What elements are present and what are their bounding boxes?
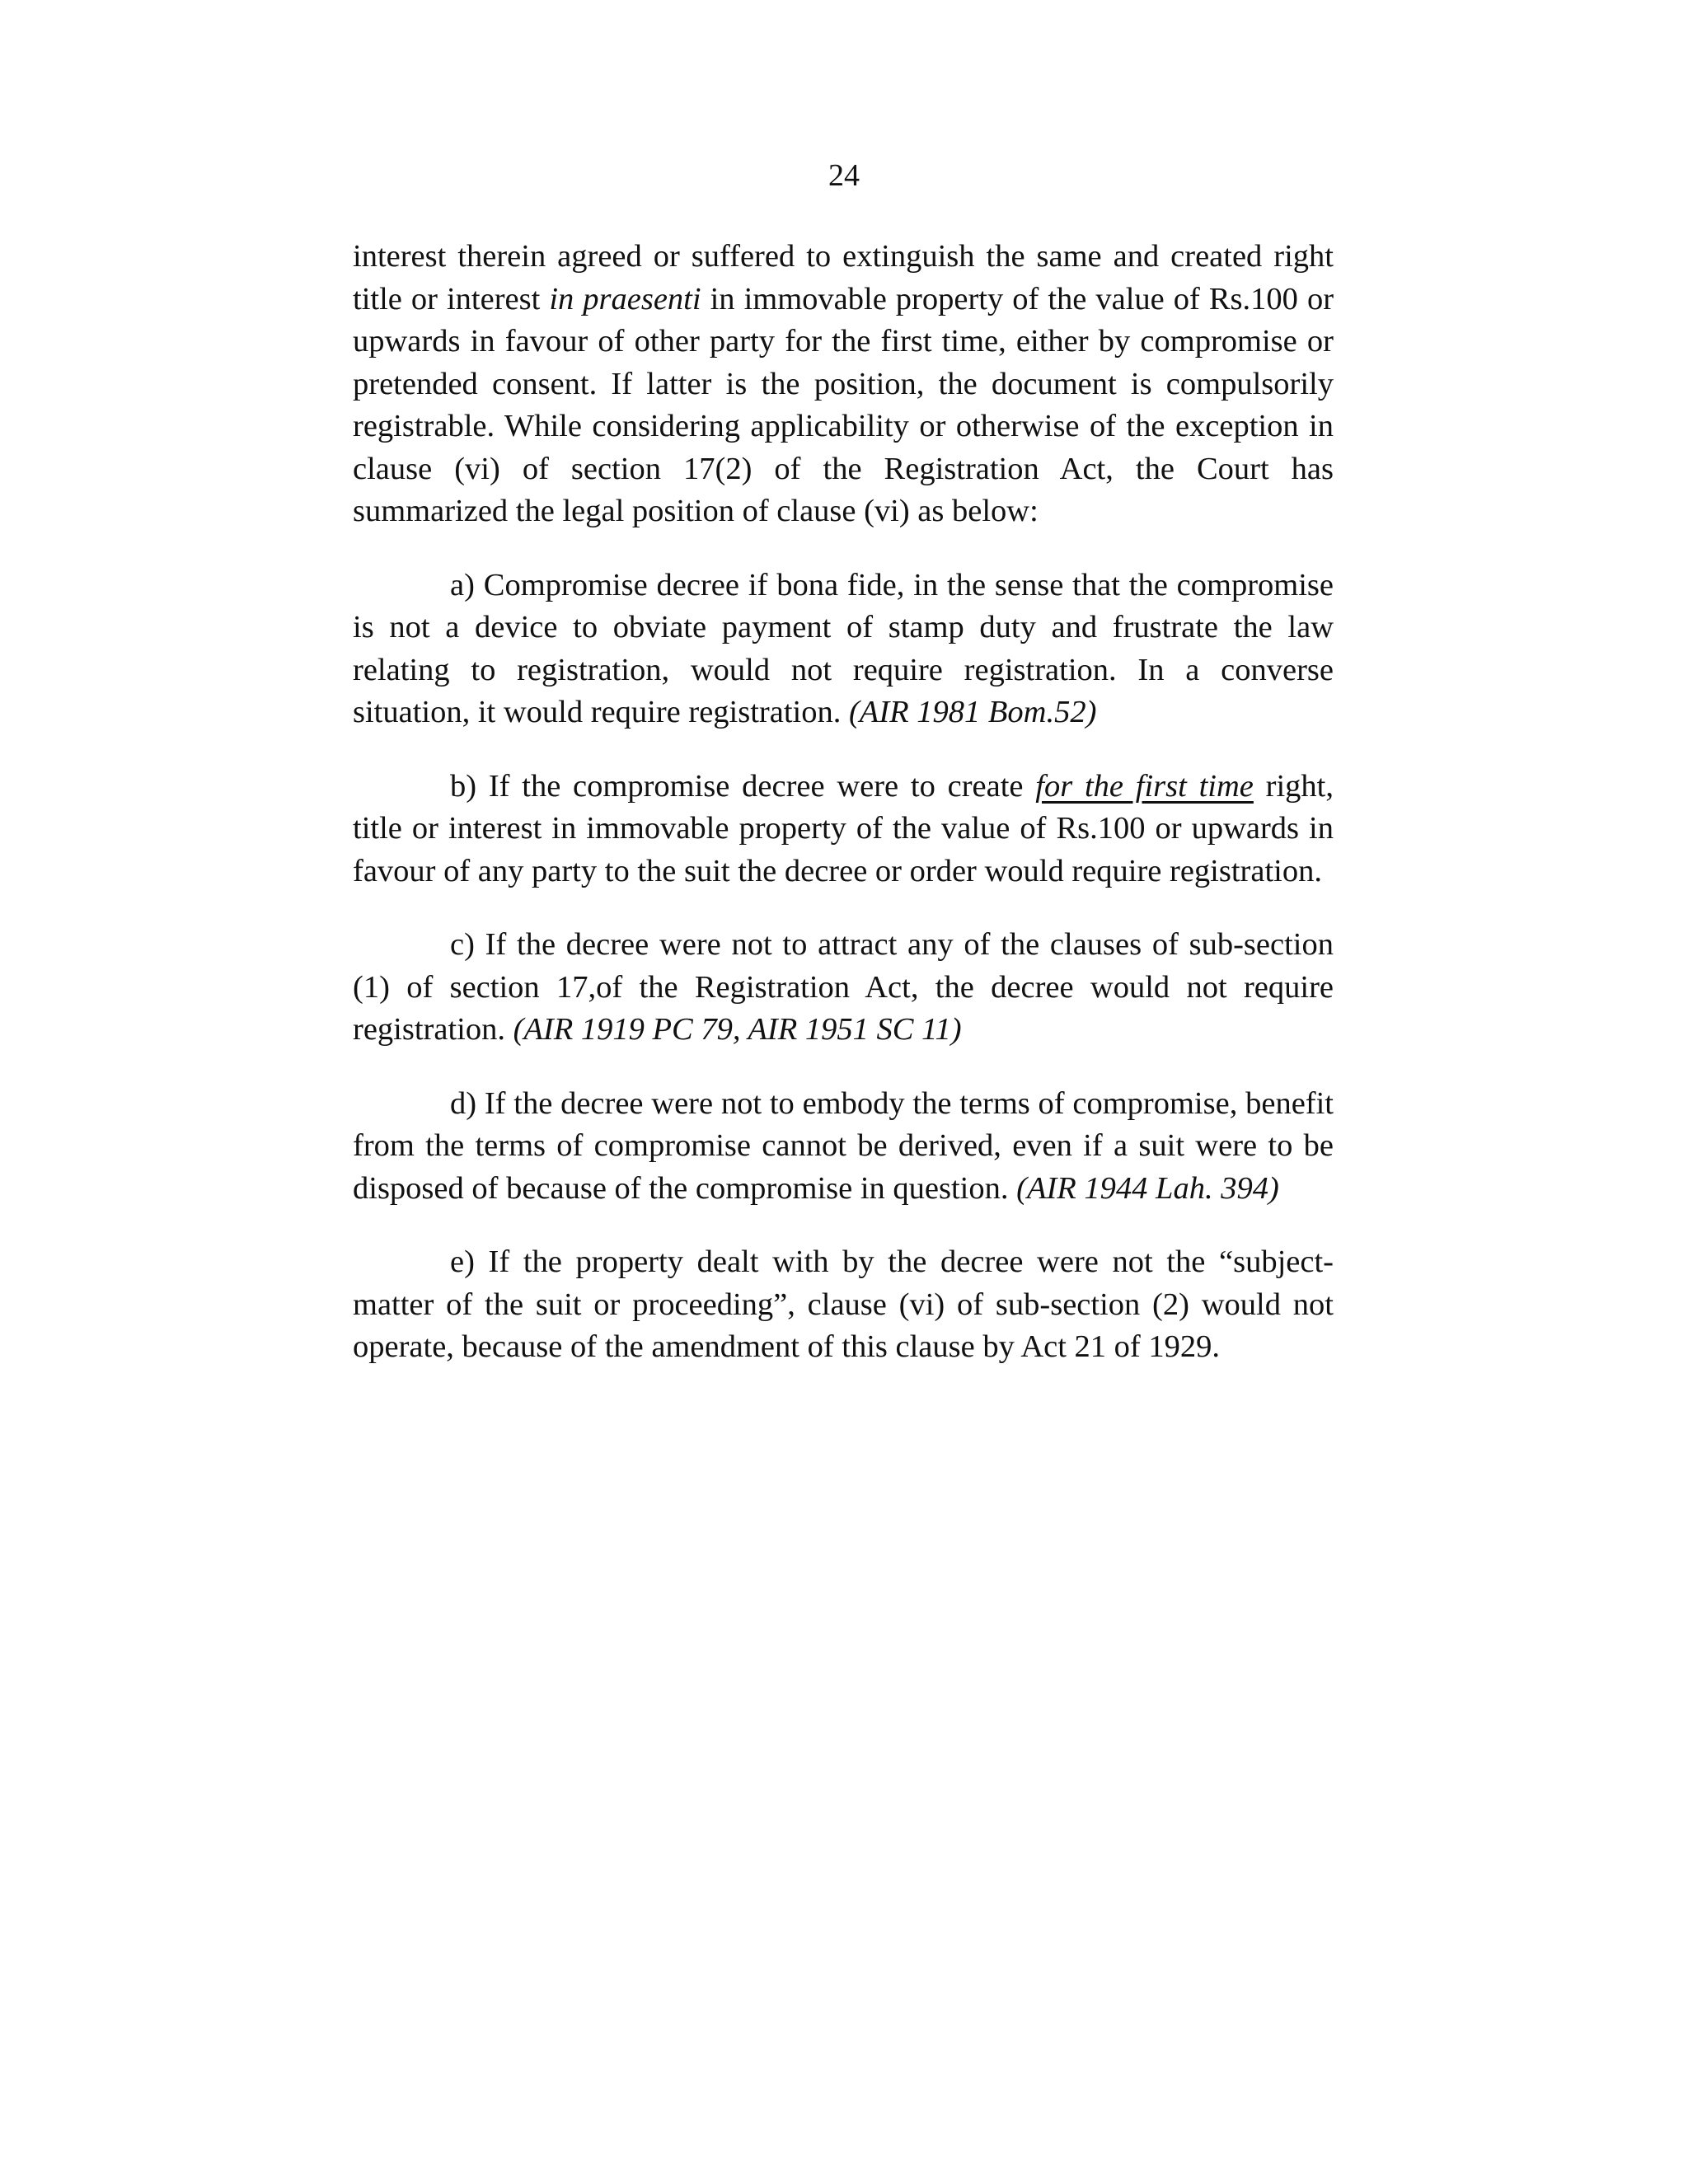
intro-text: interest therein agreed or suffered to extinguish the same and created right title or interest bbox=[353, 239, 1334, 316]
intro-text-continued: in immovable property of the value of Rs.100 or upwards in favour of other party for the first time, either by compromise or pretended consent. If latter is the position, the document is compulsorily registrable. While considering applicability or otherwise of the exception in clause (vi) of section 17(2) of the Registration Act, the Court has summarized the legal position of clause (vi) as below: bbox=[353, 281, 1334, 528]
clause-b-emphasis: for the first time bbox=[1035, 768, 1254, 804]
clause-c-paragraph bbox=[353, 924, 1334, 1052]
clause-d-citation: (AIR 1944 Lah. 394) bbox=[1016, 1170, 1279, 1206]
clause-e-paragraph bbox=[353, 1241, 1334, 1369]
clause-a-citation: (AIR 1981 Bom.52) bbox=[848, 695, 1097, 729]
clause-b-paragraph bbox=[353, 766, 1334, 893]
clause-b-text-continued: right, title or interest in immovable property of the value of Rs.100 or upwards in favour of any party to the suit the decree or order would require registration. bbox=[353, 768, 1334, 888]
clause-d-text: d) If the decree were not to embody the terms of compromise, benefit from the terms of compromise cannot be derived, even if a suit were to be disposed of because of the compromise in question. bbox=[353, 1085, 1334, 1206]
clause-b-text: b) If the compromise decree were to create bbox=[450, 768, 1036, 804]
clause-a-paragraph bbox=[353, 565, 1334, 734]
intro-latin-term: in praesenti bbox=[549, 281, 701, 316]
intro-paragraph bbox=[353, 236, 1334, 533]
page-number: 24 bbox=[828, 158, 860, 193]
document-body bbox=[353, 236, 1334, 1400]
clause-d-paragraph bbox=[353, 1083, 1334, 1211]
clause-c-citation: (AIR 1919 PC 79, AIR 1951 SC 11) bbox=[513, 1012, 962, 1047]
clause-c-text: c) If the decree were not to attract any of the clauses of sub-section (1) of section 17,of the Registration Act, the decree would not require registration. bbox=[353, 927, 1334, 1047]
clause-a-text: a) Compromise decree if bona fide, in the sense that the compromise is not a device to obviate payment of stamp duty and frustrate the law relating to registration, would not require registration. In a converse situation, it would require registration. bbox=[353, 567, 1334, 729]
clause-e-text: e) If the property dealt with by the decree were not the “subject-matter of the suit or proceeding”, clause (vi) of sub-section (2) would not operate, because of the amendment of this clause by Act 21 of 1929. bbox=[353, 1244, 1334, 1364]
